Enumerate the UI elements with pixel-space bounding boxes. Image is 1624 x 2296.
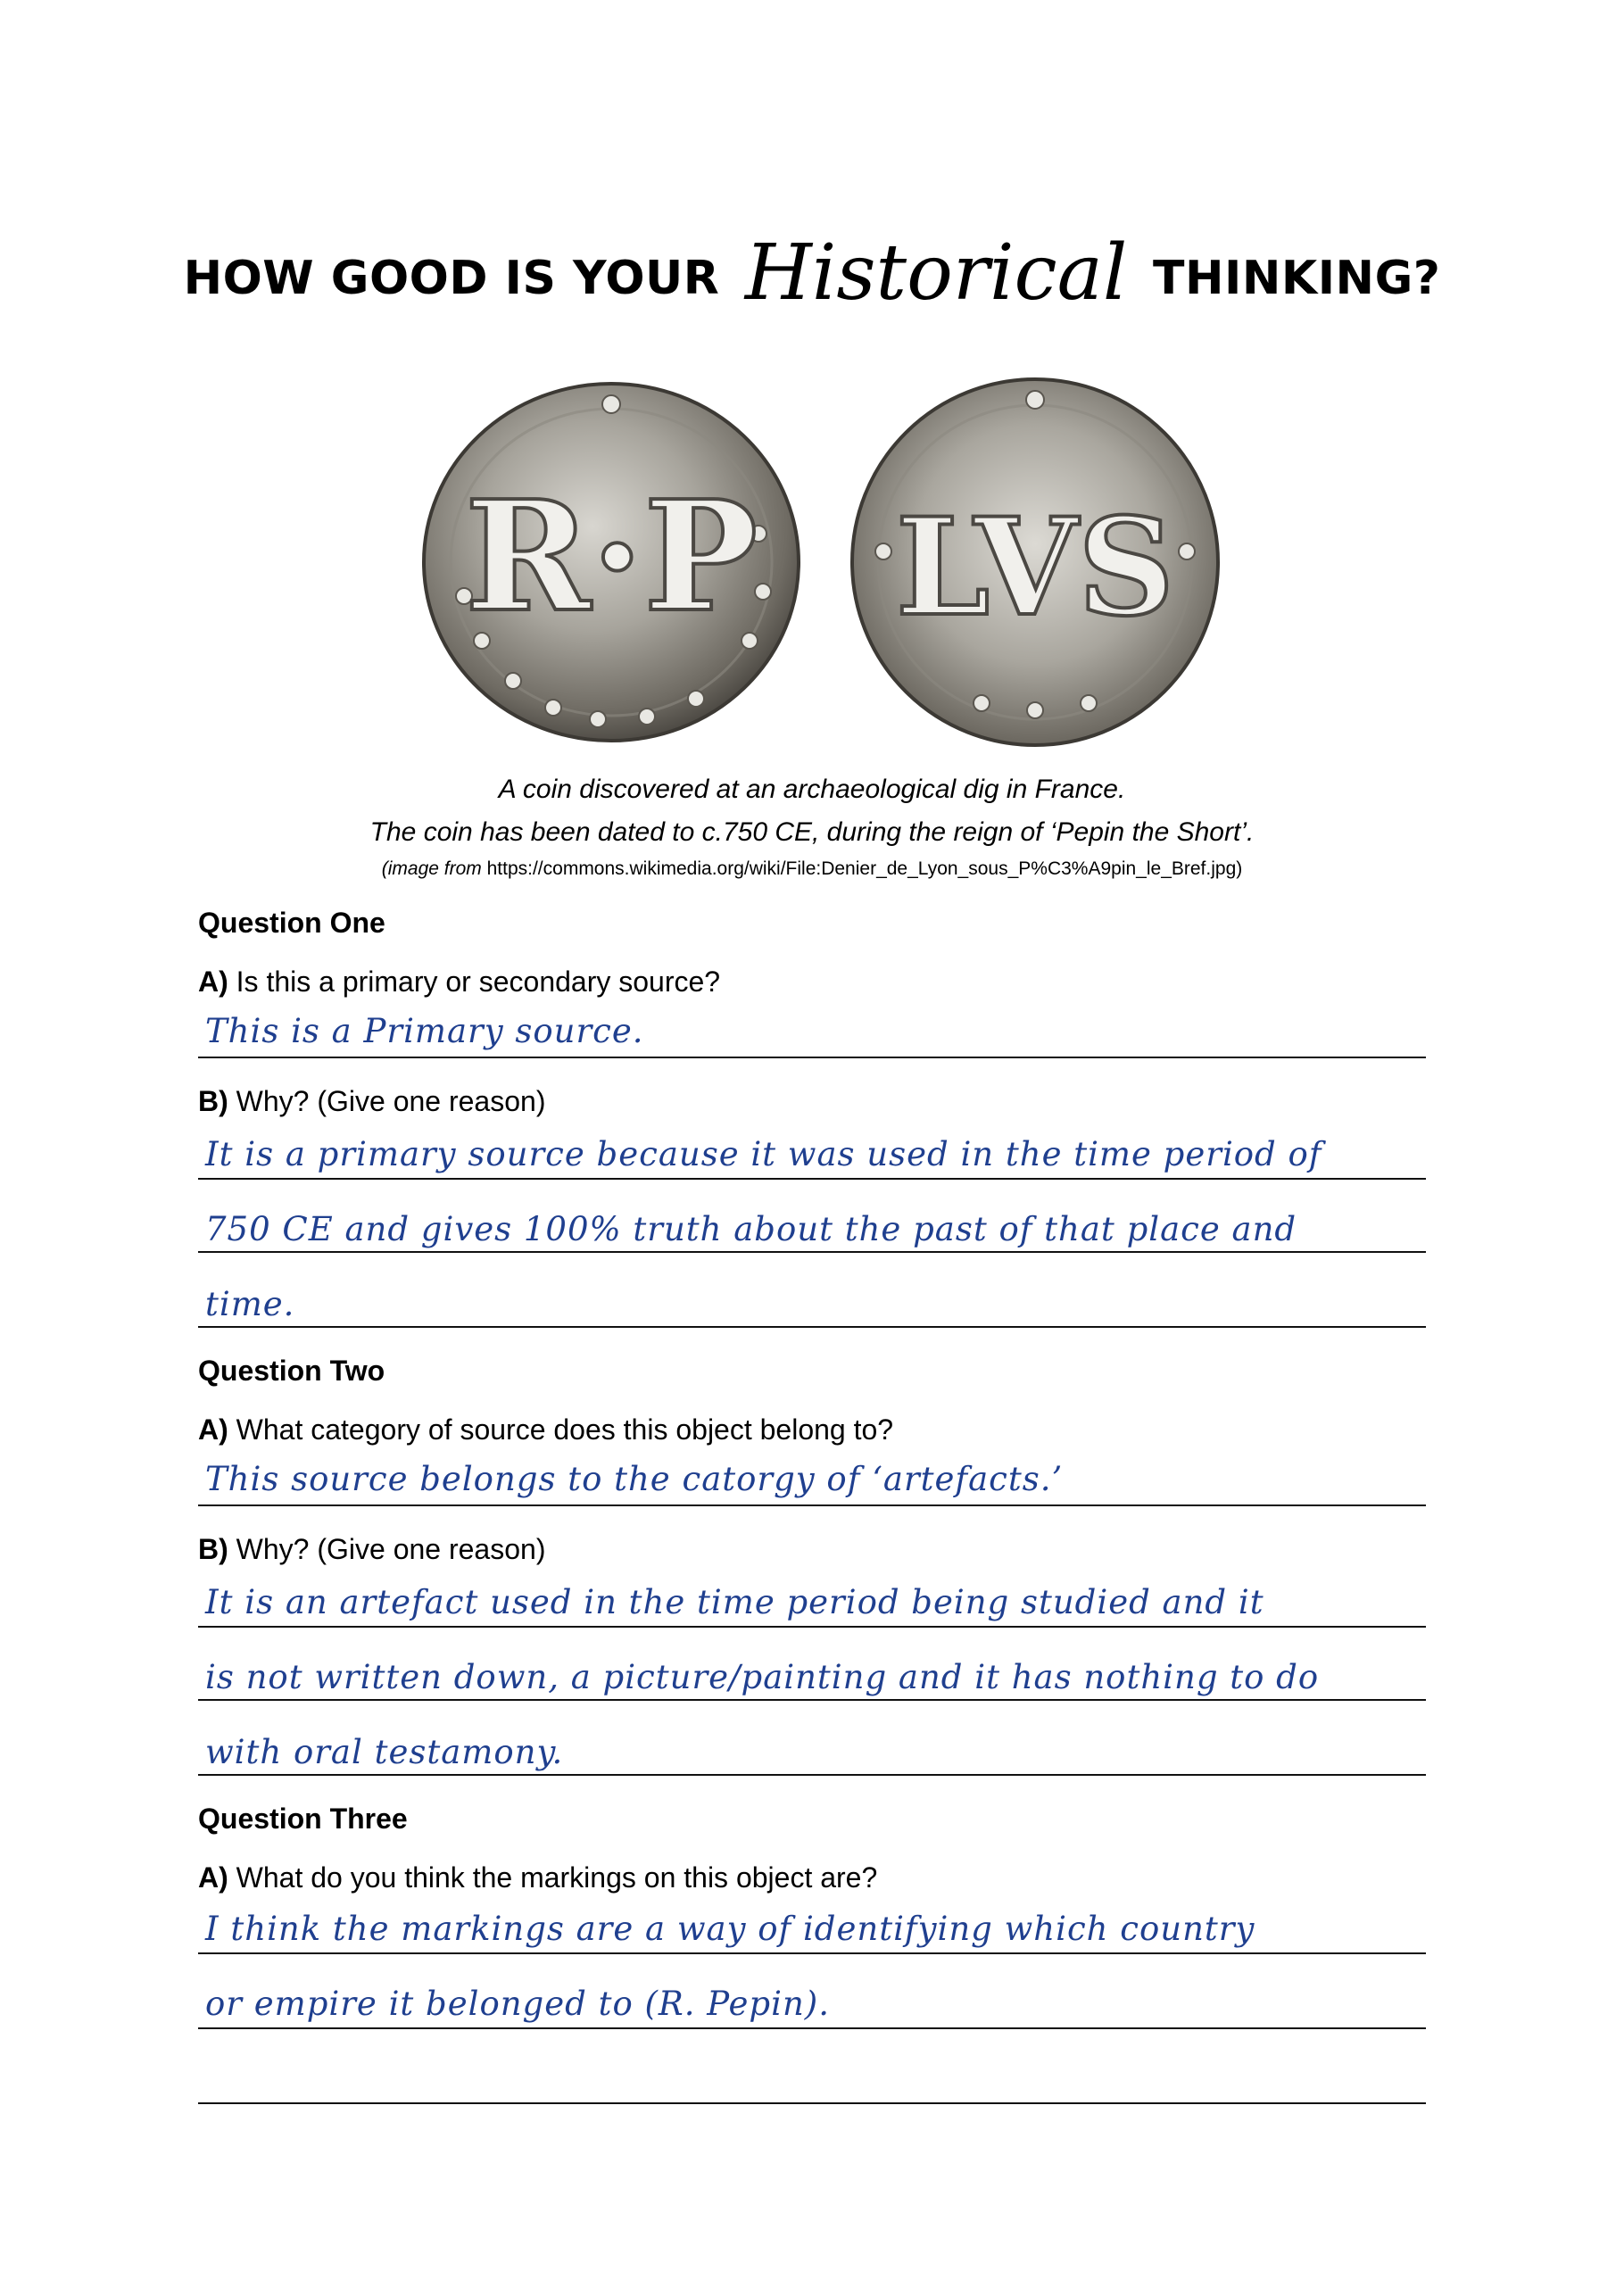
caption-source [0, 858, 1624, 880]
part-letter: A) [198, 966, 228, 998]
obverse-letters: R·P [464, 468, 758, 646]
answer-text: It is a primary source because it was used in the time period of [205, 1135, 1322, 1173]
part-letter: A) [198, 1861, 228, 1894]
answer-text: This source belongs to the catorgy of ‘artefacts.’ [205, 1460, 1064, 1498]
coin-reverse [852, 379, 1218, 745]
answer-text: is not written down, a picture/painting and it has nothing to do [205, 1658, 1320, 1696]
prompt-text: What category of source does this object belong to? [236, 1413, 894, 1446]
answer-text: or empire it belonged to (R. Pepin). [205, 1985, 830, 2023]
coin-obverse [424, 384, 799, 741]
answer-text: This is a Primary source. [205, 1012, 644, 1050]
answer-line [198, 1251, 1426, 1253]
caption-source-url: https://commons.wikimedia.org/wiki/File:Denier_de_Lyon_sous_P%C3%A9pin_le_Bref.jpg) [486, 858, 1243, 879]
question-three-heading: Question Three [198, 1803, 408, 1835]
answer-line [198, 1178, 1426, 1180]
part-letter: B) [198, 1085, 228, 1117]
prompt-text: What do you think the markings on this object are? [236, 1861, 878, 1894]
answer-text: It is an artefact used in the time period being studied and it [205, 1583, 1264, 1621]
answer-text: with oral testamony. [205, 1733, 564, 1771]
answer-line [198, 1057, 1426, 1058]
question-two-heading: Question Two [198, 1355, 385, 1387]
title-script-word: Historical [744, 228, 1128, 318]
question-two-b-prompt [198, 1533, 545, 1566]
question-one-a-prompt [198, 966, 720, 999]
prompt-text: Why? (Give one reason) [236, 1085, 546, 1117]
coin-image [410, 373, 1231, 748]
worksheet-title [0, 223, 1624, 318]
answer-line [198, 2027, 1426, 2029]
question-three-a-prompt [198, 1861, 877, 1894]
reverse-letters: LVS [895, 489, 1175, 646]
prompt-text: Why? (Give one reason) [236, 1533, 546, 1565]
answer-line [198, 1699, 1426, 1701]
caption-line-1: A coin discovered at an archaeological dig in France. [498, 775, 1126, 804]
answer-line [198, 1326, 1426, 1328]
answer-text: I think the markings are a way of identifying which country [205, 1910, 1255, 1948]
question-one-b-prompt [198, 1085, 545, 1118]
title-after: THINKING? [1153, 252, 1441, 305]
answer-line [198, 1774, 1426, 1776]
part-letter: A) [198, 1413, 228, 1446]
answer-line [198, 1626, 1426, 1628]
title-before: HOW GOOD IS YOUR [183, 252, 720, 305]
answer-line [198, 1504, 1426, 1506]
part-letter: B) [198, 1533, 228, 1565]
answer-text: 750 CE and gives 100% truth about the past of that place and [205, 1210, 1297, 1248]
question-one-heading: Question One [198, 907, 385, 939]
question-two-a-prompt [198, 1413, 893, 1446]
answer-line [198, 1952, 1426, 1954]
answer-line [198, 2102, 1426, 2104]
prompt-text: Is this a primary or secondary source? [236, 966, 721, 998]
caption-line-2: The coin has been dated to c.750 CE, during the reign of ‘Pepin the Short’. [369, 817, 1255, 847]
caption-source-prefix: (image from [381, 858, 482, 879]
answer-text: time. [205, 1285, 295, 1323]
